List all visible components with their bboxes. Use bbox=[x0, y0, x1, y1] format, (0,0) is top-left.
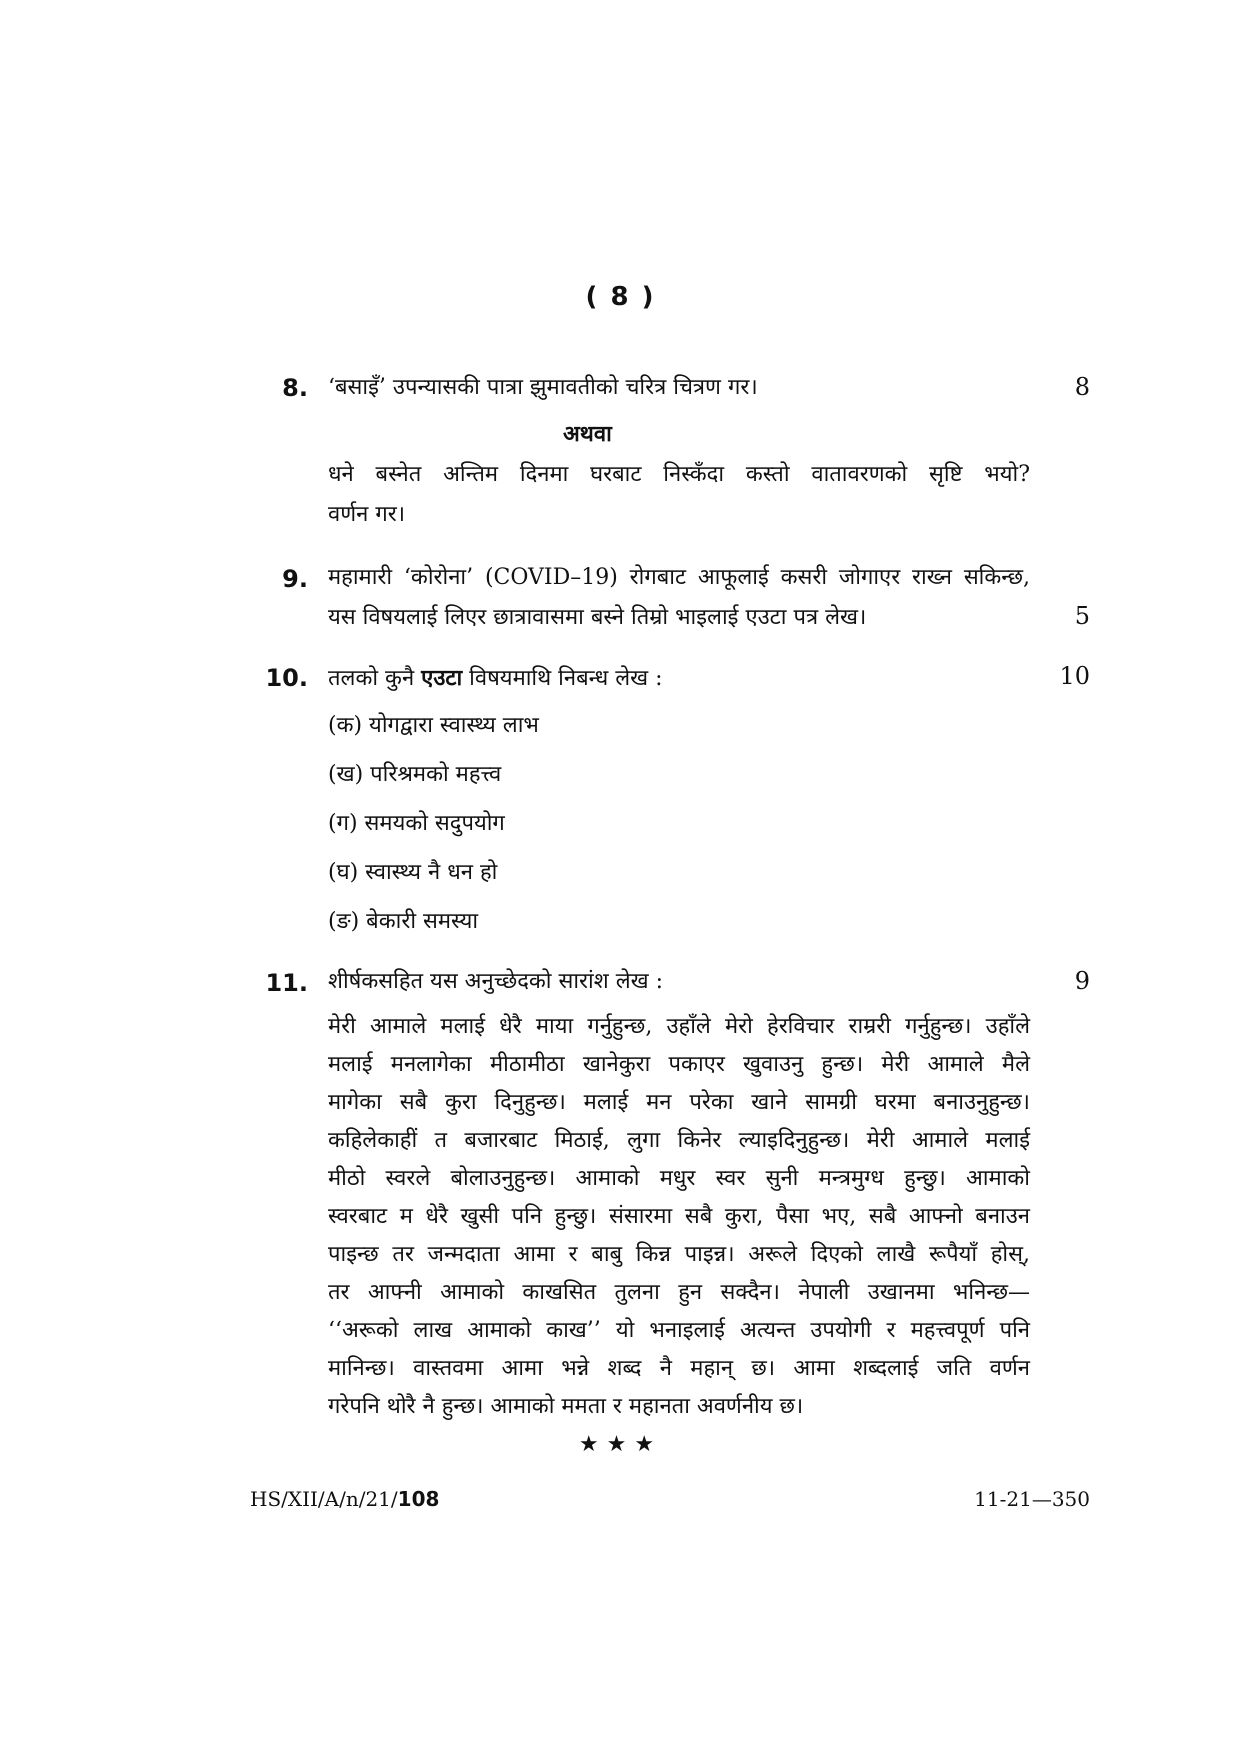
end-stars: ★★★ bbox=[578, 1432, 663, 1457]
passage-line: पाइन्छ तर जन्मदाता आमा र बाबु किन्न पाइन्न। अरूले दिएको लाखै रूपैयाँ होस्, bbox=[328, 1242, 1030, 1267]
print-code: 11-21—350 bbox=[974, 1487, 1090, 1511]
passage bbox=[328, 1008, 1030, 1426]
essay-topic: (ख) परिश्रमको महत्त्व bbox=[328, 762, 502, 787]
text-line: महामारी ‘कोरोना’ (COVID–19) रोगबाट आफूलाई कसरी जोगाएर राख्न सकिन्छ, bbox=[328, 565, 1030, 590]
passage-line: मानिन्छ। वास्तवमा आमा भन्ने शब्द नै महान् छ। आमा शब्दलाई जति वर्णन bbox=[328, 1356, 1030, 1381]
question-text: ‘बसाइँ’ उपन्यासकी पात्रा झुमावतीको चरित्र चित्रण गर। bbox=[328, 375, 758, 400]
page-number: ( 8 ) bbox=[585, 282, 656, 312]
passage-line: मीठो स्वरले बोलाउनुहुन्छ। आमाको मधुर स्वर सुनी मन्त्रमुग्ध हुन्छु। आमाको bbox=[328, 1166, 1030, 1191]
passage-line: ‘‘अरूको लाख आमाको काख’’ यो भनाइलाई अत्यन्त उपयोगी र महत्त्वपूर्ण पनि bbox=[328, 1318, 1030, 1343]
passage-line: मलाई मनलागेका मीठामीठा खानेकुरा पकाएर खुवाउनु हुन्छ। मेरी आमाले मैले bbox=[328, 1052, 1030, 1077]
marks: 10 bbox=[1059, 662, 1090, 690]
passage-line: मागेका सबै कुरा दिनुहुन्छ। मलाई मन परेका खाने सामग्री घरमा बनाउनुहुन्छ। bbox=[328, 1090, 1030, 1115]
question-text-emphasis: एउटा bbox=[421, 665, 463, 691]
question-number: 9. bbox=[282, 565, 308, 593]
question-text: शीर्षकसहित यस अनुच्छेदको सारांश लेख : bbox=[328, 969, 664, 994]
marks: 5 bbox=[1074, 602, 1090, 630]
question-number: 10. bbox=[265, 664, 308, 692]
question-number: 8. bbox=[282, 374, 308, 402]
alternative-question-text bbox=[328, 455, 1030, 535]
passage-line: कहिलेकाहीं त बजारबाट मिठाई, लुगा किनेर ल्याइदिनुहुन्छ। मेरी आमाले मलाई bbox=[328, 1128, 1030, 1153]
essay-topic: (घ) स्वास्थ्य नै धन हो bbox=[328, 860, 498, 885]
text-line: धने बस्नेत अन्तिम दिनमा घरबाट निस्कँदा कस्तो वातावरणको सृष्टि भयो? bbox=[328, 462, 1030, 487]
passage-line: स्वरबाट म धेरै खुसी पनि हुन्छु। संसारमा सबै कुरा, पैसा भए, सबै आफ्नो बनाउन bbox=[328, 1204, 1030, 1229]
question-number: 11. bbox=[265, 969, 308, 997]
question-text bbox=[328, 658, 663, 699]
essay-topic: (ङ) बेकारी समस्या bbox=[328, 909, 479, 934]
paper-code-number: 108 bbox=[397, 1487, 440, 1511]
paper-code bbox=[250, 1487, 439, 1511]
essay-topic-list bbox=[328, 706, 539, 951]
question-text bbox=[328, 558, 1030, 638]
essay-topic: (क) योगद्वारा स्वास्थ्य लाभ bbox=[328, 713, 539, 738]
paper-code-prefix: HS/XII/A/n/21/ bbox=[250, 1487, 398, 1511]
marks: 8 bbox=[1074, 373, 1090, 401]
passage-line: गरेपनि थोरै नै हुन्छ। आमाको ममता र महानता अवर्णनीय छ। bbox=[328, 1394, 804, 1419]
question-text-part: तलको कुनै bbox=[328, 666, 422, 691]
passage-line: मेरी आमाले मलाई धेरै माया गर्नुहुन्छ, उहाँले मेरो हेरविचार राम्ररी गर्नुहुन्छ। उहाँले bbox=[328, 1014, 1030, 1039]
text-line: वर्णन गर। bbox=[328, 502, 406, 527]
essay-topic: (ग) समयको सदुपयोग bbox=[328, 811, 505, 836]
text-line: यस विषयलाई लिएर छात्रावासमा बस्ने तिम्रो भाइलाई एउटा पत्र लेख। bbox=[328, 605, 867, 630]
question-text-part: विषयमाथि निबन्ध लेख : bbox=[462, 666, 663, 691]
or-heading: अथवा bbox=[563, 422, 612, 447]
marks: 9 bbox=[1074, 967, 1090, 995]
passage-line: तर आफ्नी आमाको काखसित तुलना हुन सक्दैन। नेपाली उखानमा भनिन्छ— bbox=[328, 1280, 1030, 1305]
